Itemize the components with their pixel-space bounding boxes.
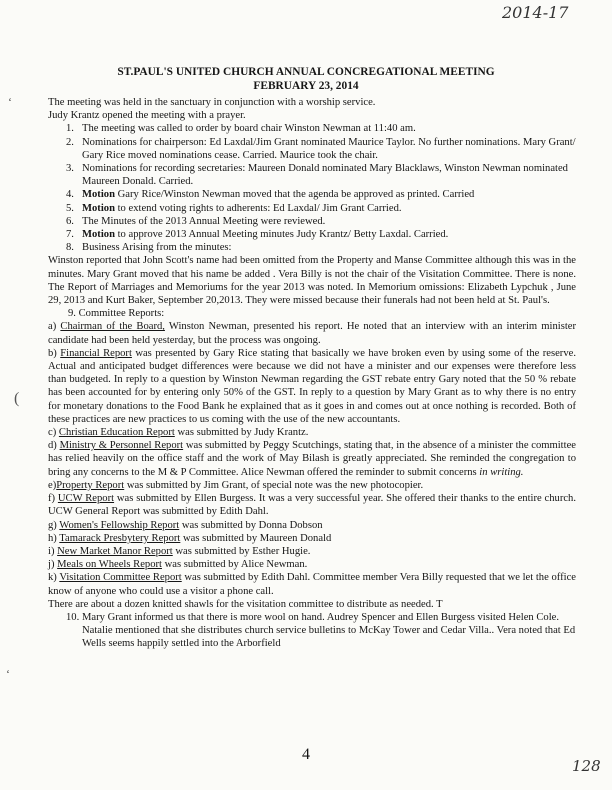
report-entry [48,532,576,545]
report-entry [48,347,576,426]
item-number: 10. [66,611,80,623]
item-text: to approve 2013 Annual Meeting minutes Judy Krantz/ Betty Laxdal. Carried. [114,229,449,241]
handwritten-page-annotation: 128 [572,757,601,775]
report-label: Financial Report [60,347,132,359]
item-number: 8. [66,242,74,254]
item-number: 3. [66,163,74,175]
item-text: Nominations for recording secretaries: Maureen Donald nominated Mary Blacklaws, Winston Newman nominated Maureen Donald. Carried. [82,163,568,188]
report-text: was submitted by Ellen Burgess. It was a very successful year. She offered their thanks to the entire church. UCW General Report was submitted by Edith Dahl. [48,493,576,518]
shawls-text: There are about a dozen knitted shawls for the visitation committee to distribute as needed. T [48,598,443,610]
item-text: Business Arising from the minutes: [82,242,232,254]
item-text: Gary Rice/Winston Newman moved that the agenda be approved as printed. Carried [114,189,475,201]
item-number: 5. [66,202,74,214]
agenda-item [48,202,576,215]
report-label: UCW Report [57,493,115,505]
motion-label: Motion [82,189,115,201]
item-number: 2. [66,136,74,148]
report-prefix: h) [48,532,60,544]
document-date: FEBRUARY 23, 2014 [253,80,359,92]
item-text: Nominations for chairperson: Ed Laxdal/Jim Grant nominated Maurice Taylor. No further nominations. Mary Grant/ Gary Rice moved nominations cease. Carried. Maurice took the chair. [82,136,576,161]
margin-mark: ʻ [8,95,12,109]
report-label: New Market Manor Report [57,545,173,557]
report-text: was submitted by Judy Krantz. [174,427,309,439]
page-number: 4 [302,746,310,763]
item-number: 6. [66,215,74,227]
report-prefix: e) [48,479,57,491]
report-text: was submitted by Donna Dobson [179,519,323,531]
margin-bracket-mark: ( [14,390,20,407]
report-text: was submitted by Jim Grant, of special note was the new photocopier. [124,479,424,491]
report-text: was submitted by Maureen Donald [180,532,332,544]
report-prefix: i) [48,545,58,557]
agenda-item [48,136,576,162]
item-text: The meeting was called to order by board chair Winston Newman at 11:40 am. [82,123,416,135]
motion-label: Motion [82,229,115,241]
intro-line: The meeting was held in the sanctuary in conjunction with a worship service. [48,97,376,108]
report-entry [48,320,576,346]
item-number: 7. [66,229,74,241]
report-text: was submitted by Peggy Scutchings, stating that, in the absence of a minister the committee has relied heavily on the office staff and the work of May Bilash is greatly appreciated. She reminded the congregation to bring any concerns to the M & P Committee. Alice Newman offered the reminder to submit concerns [48,440,576,478]
report-prefix: d) [48,440,60,452]
agenda-item [48,122,576,135]
report-entry [48,479,576,492]
agenda-item [48,215,576,228]
report-label: Property Report [56,479,125,491]
report-entry [48,492,576,518]
report-entry [48,439,576,479]
report-label: Christian Education Report [58,427,175,439]
agenda-item [48,241,576,254]
report-label: Tamarack Presbytery Report [59,532,181,544]
agenda-item [48,611,576,651]
agenda-item [48,228,576,241]
report-label: Visitation Committee Report [59,572,182,584]
agenda-item [48,162,576,188]
report-label: Women's Fellowship Report [59,519,180,531]
report-prefix: c) [48,427,59,439]
report-entry [48,571,576,597]
report-text: was presented by Gary Rice stating that basically we have broken even by using some of the reserve. Actual and anticipated budget differences were because we did not have a minister and our expenses were therefore less than budgeted. In reply to a question by Winston Newman regarding the GST rebate entry Gary noted that the 50 % rebate has been accounted for by entering only 50% of the GST. In reply to a question by Mary Grant as to why there is no entry for monetary donations to the Food Bank he explained that as it goes in and comes out at once nothing is recorded. Both of these practices are new practices to us coming with the use of the new accountants. [48,347,576,425]
committee-reports-heading: 9. Committee Reports: [68,308,165,320]
report-text: was submitted by Edith Dahl. Committee member Vera Billy requested that we let the office know of anyone who could use a visitor a phone call. [48,572,576,597]
item-number: 1. [66,123,74,135]
report-emphasis: in writing. [476,466,524,478]
intro-line: Judy Krantz opened the meeting with a prayer. [48,110,246,122]
business-arising-text: Winston reported that John Scott's name had been omitted from the Property and Manse Committee although this was in the minutes. Mary Grant moved that his name be added . Vera Billy is not the chair of the Visitation Committee. There is none. The Report of Marriages and Memoriums for the year 2013 was noted. In Memorium omissions: Elizabeth Lypchuk , June 29, 2013 and Kurt Baker, September 20,2013. They were missed because their funerals had not been held at St. Paul's. [48,255,576,307]
motion-label: Motion [82,202,115,214]
report-label: Meals on Wheels Report [57,559,162,571]
report-label: Ministry & Personnel Report [59,440,184,452]
report-prefix: g) [48,519,60,531]
item-text: The Minutes of the 2013 Annual Meeting were reviewed. [82,215,326,227]
report-entry [48,545,576,558]
report-label: Chairman of the Board, [60,321,165,333]
handwritten-year-annotation: 2014-17 [502,3,569,22]
agenda-item [48,188,576,201]
document-body [48,96,576,651]
report-entry [48,558,576,571]
item-number: 4. [66,189,74,201]
report-text: was submitted by Esther Hugie. [172,545,311,557]
committee-reports-list [48,320,576,597]
agenda-list [48,122,576,254]
report-text: Winston Newman, presented his report. He noted that an interview with an interim minister candidate had been held yesterday, but the process was ongoing. [48,321,576,346]
report-entry [48,519,576,532]
report-entry [48,426,576,439]
item-text: Mary Grant informed us that there is more wool on hand. Audrey Spencer and Ellen Burgess visited Helen Cole. Natalie mentioned that she distributes church service bulletins to McKay Tower and Cedar Villa.. Vera noted that Ed Wells seems happily settled into the Arborfield [82,611,576,650]
document-title: ST.PAUL'S UNITED CHURCH ANNUAL CONCREGATIONAL MEETING [117,66,495,78]
report-prefix: j) [48,559,58,571]
report-text: was submitted by Alice Newman. [161,559,308,571]
report-prefix: k) [48,572,60,584]
report-prefix: b) [48,347,61,359]
report-prefix: f) [48,493,58,505]
report-prefix: a) [48,321,61,333]
margin-mark: ʻ [6,667,10,681]
item-text: to extend voting rights to adherents: Ed Laxdal/ Jim Grant Carried. [114,202,402,214]
